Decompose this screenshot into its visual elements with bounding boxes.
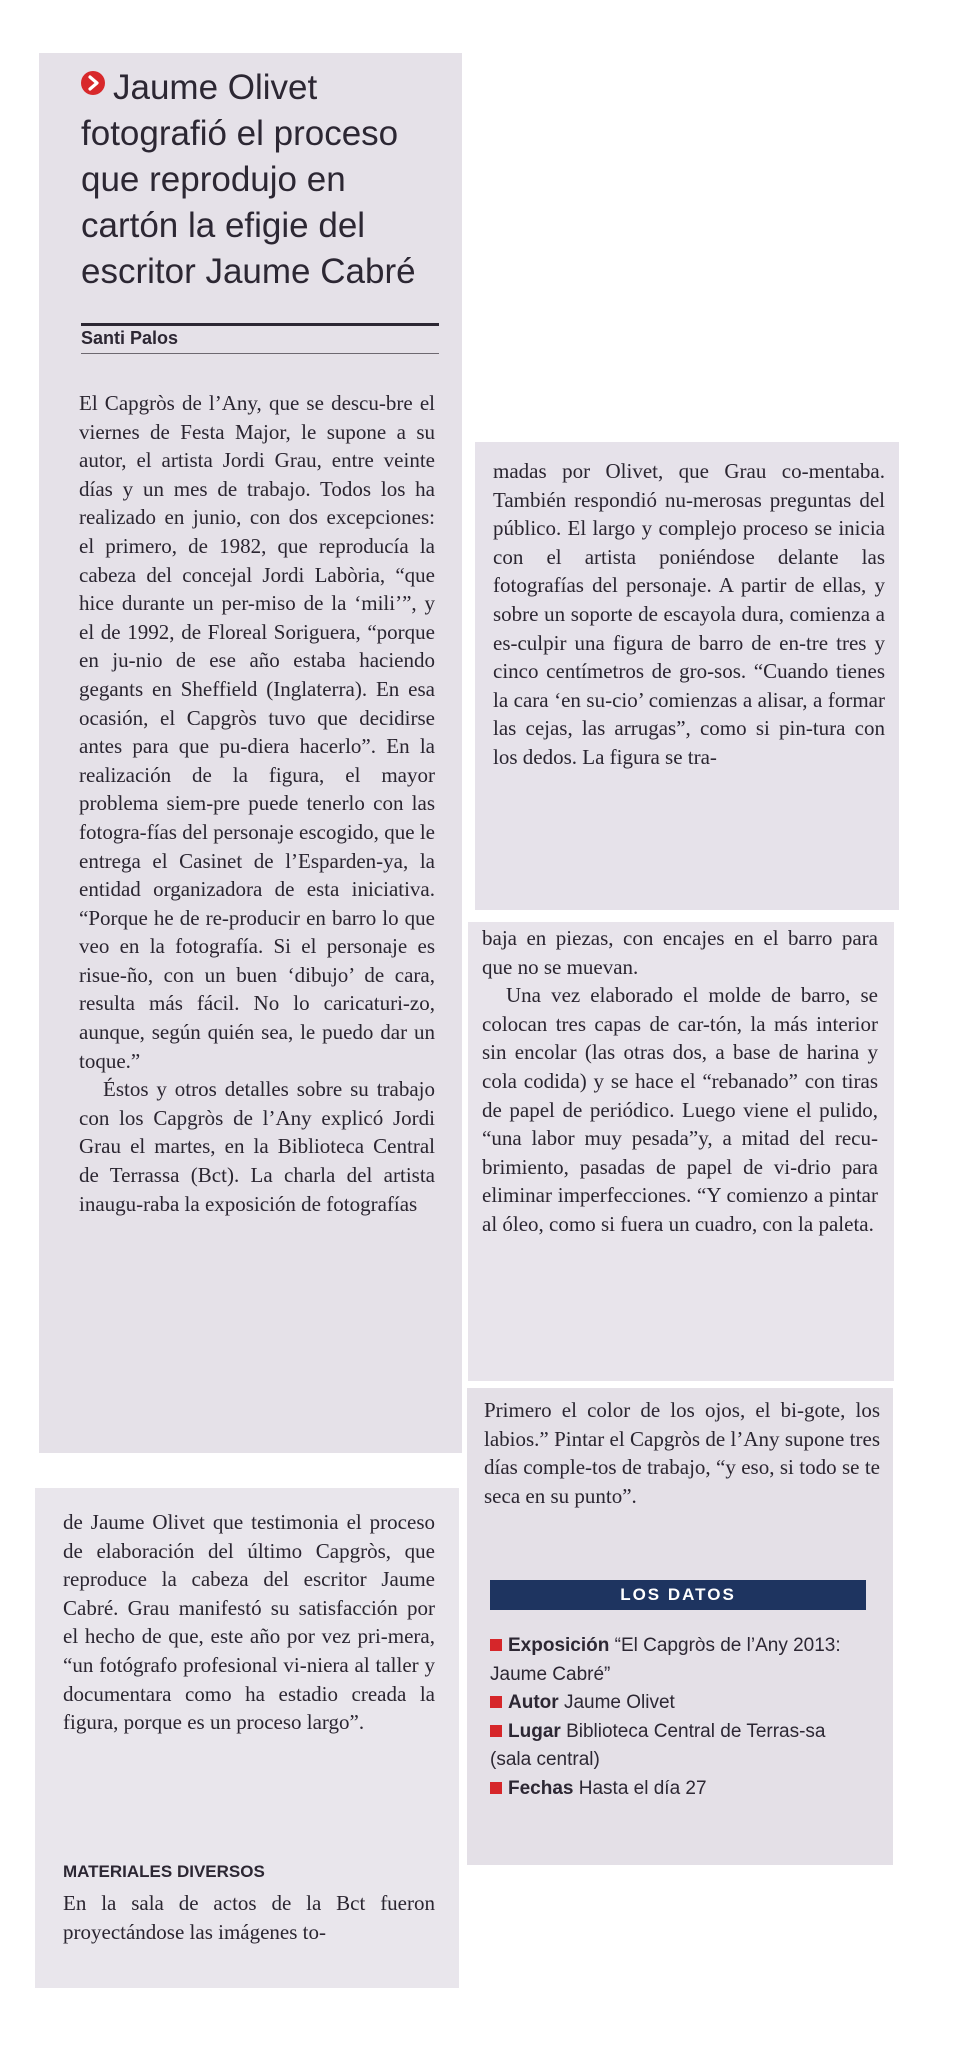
paragraph: de Jaume Olivet que testimonia el proceso de elaboración del último Capgròs, que reproduce la cabeza del escritor Jaume Cabré. Grau manifestó su satisfacción por el hecho de que, este año por vez pri-mera, “un fotógrafo profesional vi-niera al taller y documentara como ha estadio creada la figura, porque es un proceso largo”. [63,1510,435,1735]
datos-value: “El Capgròs de l’Any 2013: Jaume Cabré” [490,1635,841,1685]
paragraph: En la sala de actos de la Bct fueron proyectándose las imágenes to- [63,1891,435,1944]
paragraph: Primero el color de los ojos, el bi-gote, los labios.” Pintar el Capgròs de l’Any supone tres días comple-tos de trabajo, “y eso, si todo se te seca en su punto”. [484,1398,880,1508]
column-4 [482,924,878,1239]
datos-label: Lugar [508,1720,561,1742]
datos-list [490,1632,870,1803]
red-square-icon [490,1782,502,1794]
red-square-icon [490,1696,502,1708]
headline-rule [81,323,439,326]
column-2 [63,1508,435,1737]
datos-label: Exposición [508,1635,610,1656]
paragraph: baja en piezas, con encajes en el barro para que no se muevan. [482,926,878,979]
red-square-icon [490,1725,502,1737]
paragraph: madas por Olivet, que Grau co-mentaba. También respondió nu-merosas preguntas del público. El largo y complejo proceso se inicia con el artista poniéndose delante las fotografías del personaje. A partir de ellas, y sobre un soporte de escayola dura, comienza a es-culpir una figura de barro de en-tre tres y cinco centímetros de gro-sos. “Cuando tienes la cara ‘en su-cio’ comienzas a alisar, a formar las cejas, las arrugas”, como si pin-tura con los dedos. La figura se tra- [493,459,885,769]
datos-title: LOS DATOS [490,1580,866,1610]
datos-item-lugar [490,1718,870,1775]
clipping-column-3 [475,442,899,910]
column-3 [493,457,885,772]
datos-value: Hasta el día 27 [578,1777,707,1799]
datos-item-exposicion [490,1632,870,1689]
datos-value: Jaume Olivet [563,1692,675,1713]
arrow-right-icon [81,71,105,95]
clipping-column-5 [467,1388,893,1865]
headline-text: Jaume Olivet fotografió el proceso que reprodujo en cartón la efigie del escritor Jaume Cabré [81,68,416,291]
clipping-column-4 [468,922,894,1381]
datos-label: Autor [508,1692,559,1713]
byline: Santi Palos [81,328,179,348]
column-5 [484,1396,880,1510]
headline [81,65,441,295]
datos-item-fechas [490,1775,870,1804]
column-2-continued [63,1889,435,1946]
subhead: MATERIALES DIVERSOS [63,1862,265,1881]
clipping-main [39,53,462,1453]
paragraph: Una vez elaborado el molde de barro, se colocan tres capas de car-tón, la más interior sin encolar (las otras dos, a base de harina y cola codida) y se hace el “rebanado” con tiras de papel de periódico. Luego viene el pulido, “una labor muy pesada”y, a mitad del recu-brimiento, pasadas de papel de vi-drio para eliminar imperfecciones. “Y comienzo a pintar al óleo, como si fuera un cuadro, con la paleta. [482,983,878,1236]
red-square-icon [490,1639,502,1651]
datos-label: Fechas [508,1777,574,1799]
clipping-column-2 [35,1488,459,1988]
paragraph: El Capgròs de l’Any, que se descu-bre el viernes de Festa Major, le supone a su autor, el artista Jordi Grau, entre veinte días y un mes de trabajo. Todos los ha realizado en junio, con dos excepciones: el primero, de 1982, que reproducía la cabeza del concejal Jordi Labòria, “que hice durante un per-miso de la ‘mili’”, y el de 1992, de Floreal Soriguera, “porque en ju-nio de ese año estaba haciendo gegants en Sheffield (Inglaterra). En esa ocasión, el Capgròs tuvo que decidirse antes para que pu-diera hacerlo”. En la realización de la figura, el mayor problema siem-pre puede tenerlo con las fotogra-fías del personaje escogido, que le entrega el Casinet de l’Esparden-ya, la entidad organizadora de esta iniciativa. “Porque he de re-producir en barro lo que veo en la fotografía. Si el personaje es risue-ño, con un buen ‘dibujo’ de cara, resulta más fácil. No lo caricaturi-zo, aunque, según quién sea, le puedo dar un toque.” [79,391,435,1073]
column-1 [79,389,435,1218]
paragraph: Éstos y otros detalles sobre su trabajo con los Capgròs de l’Any explicó Jordi Grau el martes, en la Biblioteca Central de Terrassa (Bct). La charla del artista inaugu-raba la exposición de fotografías [79,1077,435,1216]
datos-item-autor [490,1689,870,1718]
byline-rule [81,353,439,354]
datos-value: Biblioteca Central de Terras-sa (sala central) [490,1720,826,1770]
